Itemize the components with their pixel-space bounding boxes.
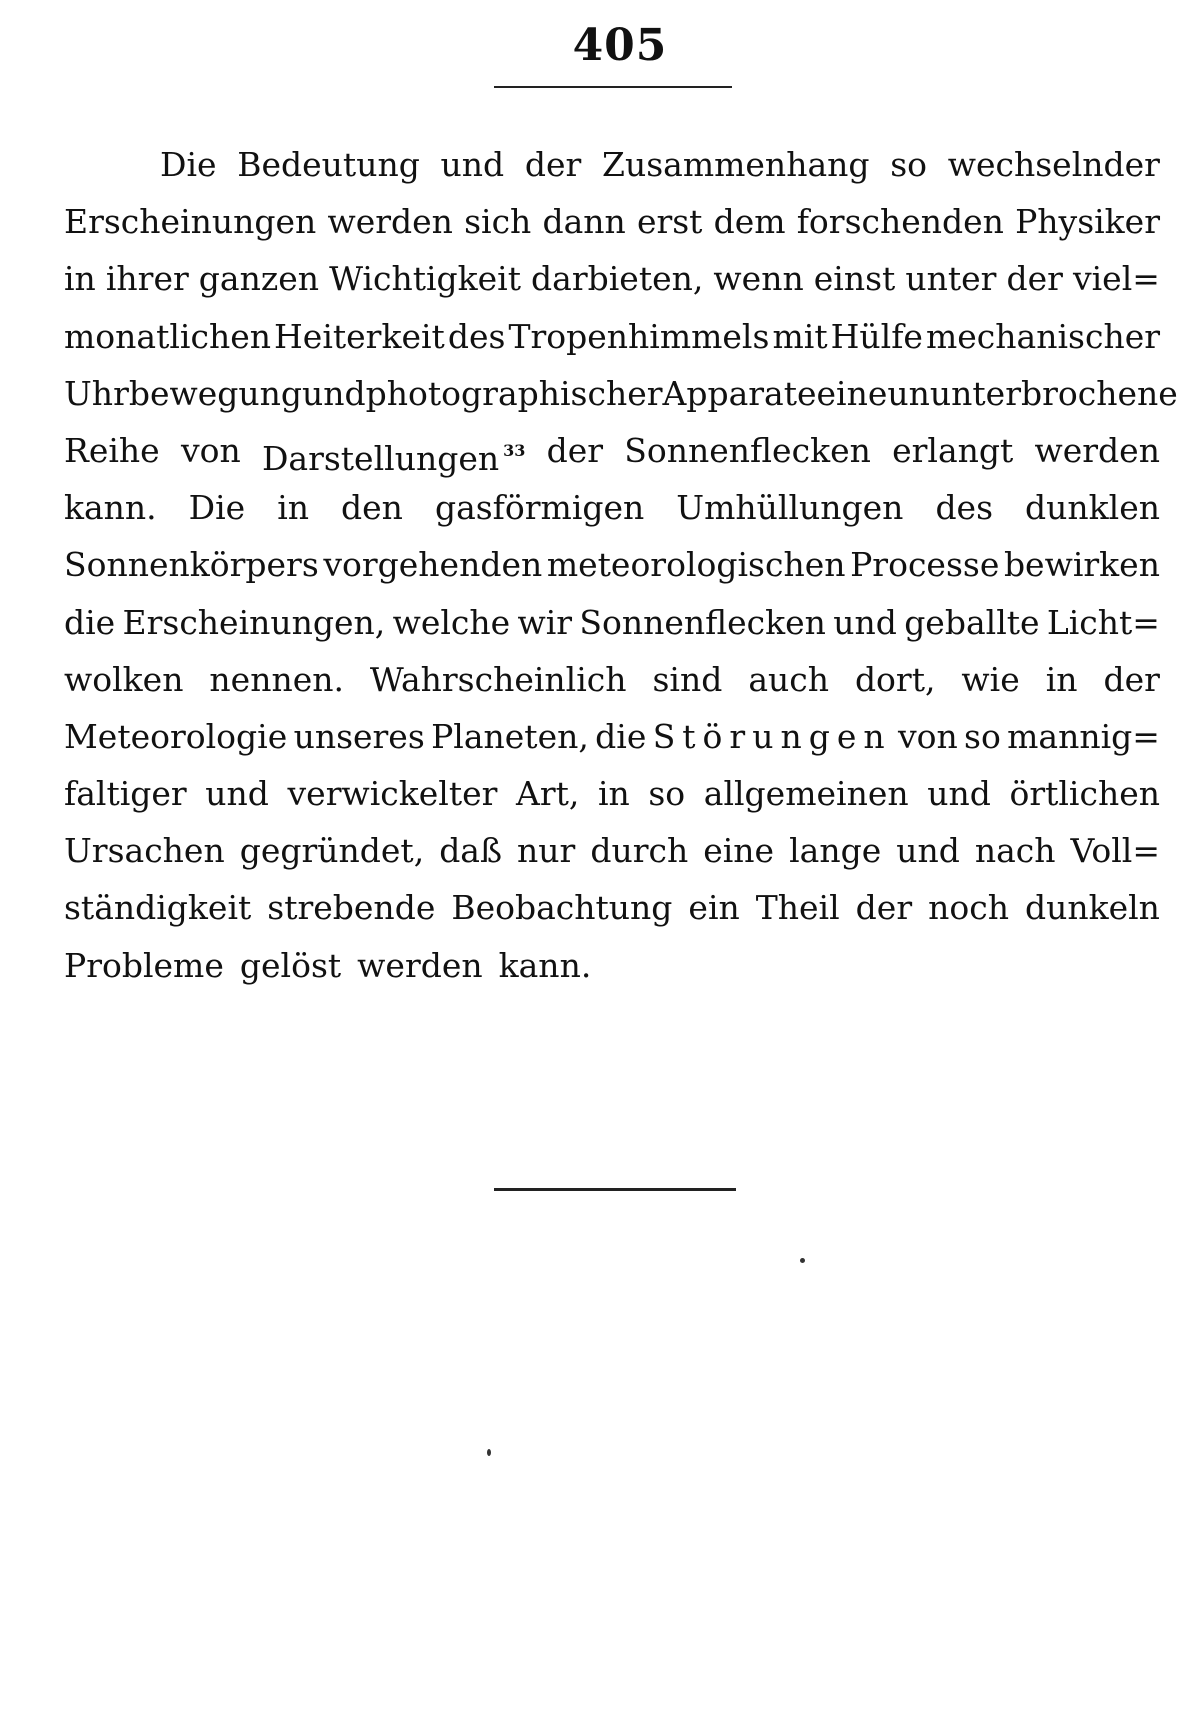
text-line [64, 536, 1160, 593]
word: Tropenhimmels [508, 316, 770, 356]
word: der [546, 430, 604, 470]
word: unseres [293, 716, 425, 756]
word: Meteorologie [64, 716, 288, 756]
word: daß [439, 831, 503, 871]
text-line [64, 879, 1160, 936]
word: die [595, 716, 647, 756]
word: wenn [713, 259, 804, 299]
word: so [648, 774, 686, 814]
word: wechselnder [947, 145, 1160, 184]
text-line [64, 422, 1160, 479]
word: gelöst [239, 945, 342, 985]
word: Uhrbewegung [64, 373, 303, 413]
word: Theil [755, 888, 840, 928]
print-speck [800, 1258, 805, 1263]
body-paragraph [64, 136, 1178, 994]
word: örtlichen [1009, 774, 1160, 814]
word: Hülfe [830, 316, 923, 356]
word: dort, [854, 659, 936, 699]
word: mechanischer [925, 316, 1160, 356]
word: ständigkeit [64, 888, 252, 928]
word: und [205, 774, 269, 814]
word: des [935, 488, 994, 528]
text-line [64, 765, 1160, 822]
word: den [341, 488, 403, 528]
word: verwickelter [287, 774, 498, 814]
word: Wichtigkeit [329, 259, 521, 299]
word: Die [160, 145, 217, 184]
word: photographischer [365, 373, 663, 413]
word: strebende [267, 888, 436, 928]
footnote-reference: 33 [503, 440, 526, 460]
word: dann [542, 202, 626, 242]
text-line [64, 822, 1160, 879]
word: kann. [64, 488, 157, 528]
word: Art, [516, 774, 580, 814]
word: und [896, 831, 960, 871]
end-rule [494, 1188, 736, 1191]
word: faltiger [64, 774, 187, 814]
word: Die [188, 488, 246, 528]
word: sind [652, 659, 723, 699]
word: Ursachen [64, 831, 225, 871]
text-line [64, 193, 1160, 250]
word: Wahrscheinlich [369, 659, 627, 699]
word: und [302, 373, 366, 413]
word: der [855, 888, 913, 928]
word: mannig= [1007, 716, 1160, 756]
word: Planeten, [431, 716, 589, 756]
word: ein [688, 888, 740, 928]
word: unter [905, 259, 997, 299]
word: eine [703, 831, 775, 871]
word: dunklen [1025, 488, 1160, 528]
word: in [597, 774, 630, 814]
word: allgemeinen [703, 774, 909, 814]
word: Bedeutung [237, 145, 420, 184]
word: der [1103, 659, 1160, 699]
text-line [64, 708, 1160, 765]
text-line [64, 365, 1178, 422]
text-line [64, 937, 1160, 994]
word: Sonnenflecken [579, 602, 826, 642]
word: bewirken [1003, 545, 1160, 585]
word: Zusammenhang [602, 145, 870, 184]
word: nach [974, 831, 1056, 871]
word: Voll= [1070, 831, 1160, 871]
print-speck [487, 1449, 491, 1456]
word: monatlichen [64, 316, 271, 356]
word: Umhüllungen [676, 488, 904, 528]
word: werden [327, 202, 453, 242]
word: Probleme [64, 945, 224, 985]
word: gasförmigen [434, 488, 645, 528]
word: Processe [850, 545, 1000, 585]
word: kann. [498, 945, 592, 985]
word: Sonnenflecken [624, 430, 871, 470]
header-rule [494, 86, 732, 88]
word: darbieten, [531, 259, 704, 299]
word: und [833, 602, 897, 642]
text-line [64, 308, 1160, 365]
text-line [64, 250, 1160, 307]
word: vorgehenden [323, 545, 543, 585]
word: die [64, 602, 116, 642]
word: welche [392, 602, 511, 642]
word: in [277, 488, 310, 528]
word: sich [464, 202, 532, 242]
word: erst [636, 202, 703, 242]
word: Apparate [662, 373, 817, 413]
word: wolken [64, 659, 184, 699]
word: und [440, 145, 505, 184]
word: mit [772, 316, 828, 356]
word: so [890, 145, 928, 184]
text-line [64, 651, 1160, 708]
word: nur [517, 831, 576, 871]
word: in [1045, 659, 1078, 699]
word: gegründet, [239, 831, 425, 871]
word: von [180, 430, 241, 470]
word: ihrer [105, 259, 189, 299]
word: geballte [904, 602, 1040, 642]
word: ganzen [198, 259, 320, 299]
word: auch [748, 659, 829, 699]
word: viel= [1072, 259, 1160, 299]
word: Erscheinungen [64, 202, 317, 242]
word: Reihe [64, 430, 160, 470]
word: dunkeln [1024, 888, 1160, 928]
text-line [64, 136, 1160, 193]
word: Störungen [652, 716, 892, 756]
word: erlangt [892, 430, 1014, 470]
word: werden [357, 945, 483, 985]
word: eine [816, 373, 888, 413]
word: in [64, 259, 96, 299]
word: Sonnenkörpers [64, 545, 319, 585]
word: wir [517, 602, 573, 642]
text-line [64, 479, 1160, 536]
word: des [447, 316, 506, 356]
word: forschenden [796, 202, 1004, 242]
word: Erscheinungen, [122, 602, 386, 642]
word: so [964, 716, 1001, 756]
word: werden [1034, 430, 1160, 470]
word: der [1006, 259, 1063, 299]
word: einst [813, 259, 896, 299]
word: dem [713, 202, 786, 242]
word: noch [928, 888, 1009, 928]
word: und [927, 774, 991, 814]
word: ununterbrochene [887, 373, 1178, 413]
page-number: 405 [572, 20, 668, 71]
word: wie [961, 659, 1020, 699]
word: lange [789, 831, 882, 871]
word: Beobachtung [451, 888, 673, 928]
word: Licht= [1046, 602, 1160, 642]
word: nennen. [209, 659, 344, 699]
word: Physiker [1015, 202, 1160, 242]
word: von [897, 716, 958, 756]
word: Heiterkeit [274, 316, 445, 356]
word: der [524, 145, 582, 184]
word: meteorologischen [546, 545, 846, 585]
word: Darstellungen [261, 438, 500, 478]
text-line [64, 594, 1160, 651]
word: durch [590, 831, 689, 871]
